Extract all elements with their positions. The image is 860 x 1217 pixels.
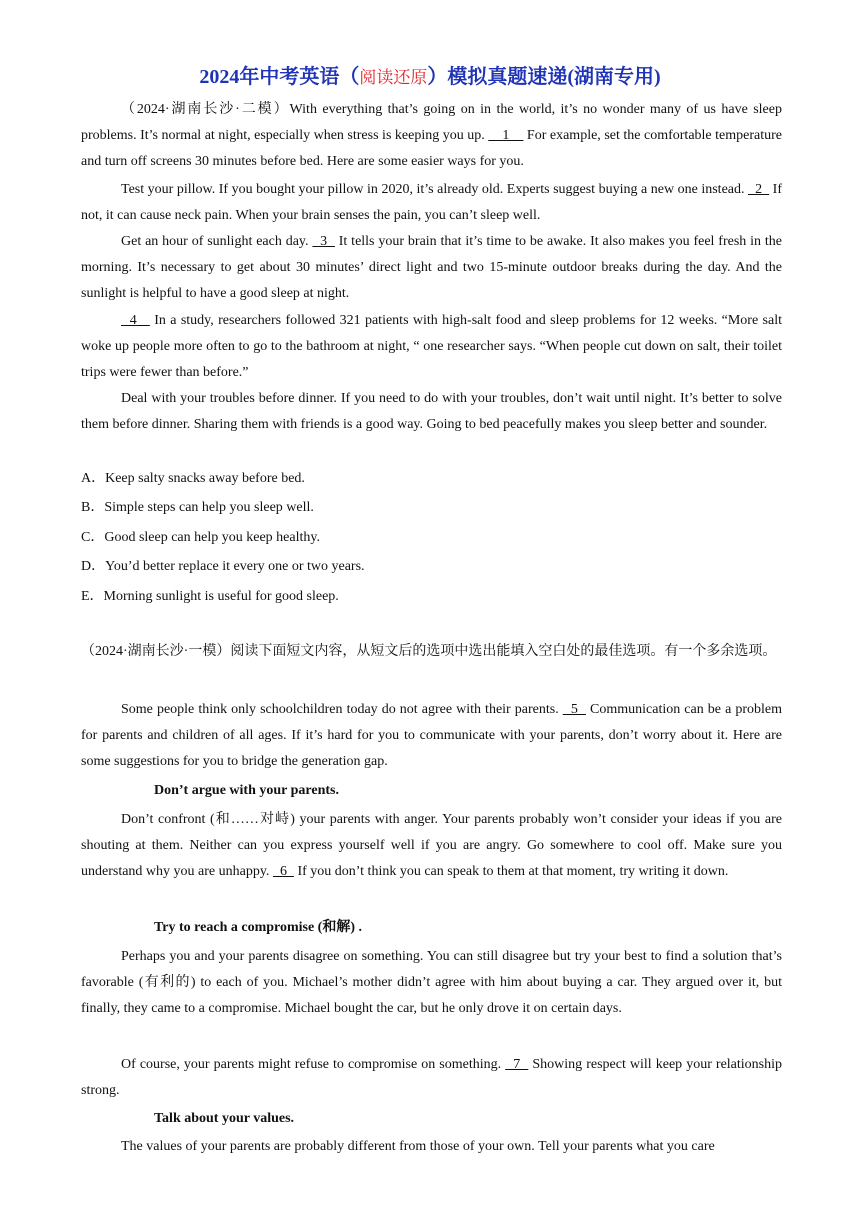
document-title: 2024年中考英语（阅读还原）模拟真题速递(湖南专用) xyxy=(199,66,661,88)
passage1-paragraph-5: Deal with your troubles before dinner. If you need to do with your troubles, don’t wait until night. It’s better to solve them before dinner. Sharing them with friends is a good way. Going to bed peacefully makes you sleep better and sounder. xyxy=(81,391,782,432)
passage1-paragraph-4: 4 In a study, researchers followed 321 patients with high-salt food and sleep problems for 12 weeks. “More salt woke up people more often to go to the bathroom at night, “ one researcher says. “When people cut down on salt, their toilet trips were fewer than before.” xyxy=(81,313,782,380)
passage2-paragraph-4: Of course, your parents might refuse to compromise on something. 7 Showing respect will keep your relationship strong. xyxy=(81,1057,783,1098)
passage1-paragraph-3: Get an hour of sunlight each day. 3 It tells your brain that it’s time to be awake. It also makes you feel fresh in the morning. It’s necessary to get about 30 minutes’ direct light and two 15-minute outdoor breaks during the day. And the sunlight is helpful to have a good sleep at night. xyxy=(81,234,783,301)
option-b: B．Simple steps can help you sleep well. xyxy=(81,500,314,515)
passage1-source: （2024·湖南长沙·二模） xyxy=(121,102,290,117)
section-heading-values: Talk about your values. xyxy=(154,1111,295,1126)
blank-7: 7 xyxy=(505,1057,529,1072)
blank-5: 5 xyxy=(562,702,586,717)
passage2-paragraph-1: Some people think only schoolchildren today do not agree with their parents. 5 Communication can be a problem for parents and children of all ages. If it’s hard for you to communicate with your parents, don’t worry about it. Here are some suggestions for you to bridge the generation gap. xyxy=(81,702,782,769)
option-d: D．You’d better replace it every one or two years. xyxy=(81,559,365,574)
blank-1: 1 xyxy=(488,128,524,143)
title-highlight: 阅读还原 xyxy=(359,68,428,87)
passage2-paragraph-5: The values of your parents are probably different from those of your own. Tell your parents what you care xyxy=(121,1139,715,1154)
passage2-paragraph-3: Perhaps you and your parents disagree on something. You can still disagree but try your best to find a solution that’s favorable (有利的) to each of you. Michael’s mother didn’t agree with him about buying a car. They argued over it, but finally, they came to a compromise. Michael bought the car, but he only drove it on certain days. xyxy=(81,949,782,1016)
passage2-intro: （2024·湖南长沙·一模）阅读下面短文内容，从短文后的选项中选出能填入空白处的最佳选项。有一个多余选项。 xyxy=(81,644,777,659)
option-e: E．Morning sunlight is useful for good sleep. xyxy=(81,589,339,604)
option-c: C．Good sleep can help you keep healthy. xyxy=(81,530,320,545)
blank-3: 3 xyxy=(312,234,335,249)
option-a: A．Keep salty snacks away before bed. xyxy=(81,471,305,486)
blank-6: 6 xyxy=(272,864,294,879)
section-heading-argue: Don’t argue with your parents. xyxy=(154,783,339,798)
passage1-paragraph-1: （2024·湖南长沙·二模）With everything that’s going on in the world, it’s no wonder many of us have sleep problems. It’s normal at night, especially when stress is keeping you up. 1 For example, set the comfortable temperature and turn off screens 30 minutes before bed. Here are some easier ways for you. xyxy=(81,102,783,169)
section-heading-compromise: Try to reach a compromise (和解) . xyxy=(154,920,363,935)
blank-2: 2 xyxy=(748,182,770,197)
blank-4: 4 xyxy=(121,313,150,328)
passage1-paragraph-2: Test your pillow. If you bought your pillow in 2020, it’s already old. Experts suggest buying a new one instead. 2 If not, it can cause neck pain. When your brain senses the pain, you can’t sleep well. xyxy=(81,182,783,223)
passage2-paragraph-2: Don’t confront (和……对峙) your parents with anger. Your parents probably won’t consider your ideas if you are shouting at them. Neither can you express yourself well if you are angry. Go somewhere to cool off. Make sure you understand why you are unhappy. 6 If you don’t think you can speak to them at that moment, try writing it down. xyxy=(81,812,782,879)
